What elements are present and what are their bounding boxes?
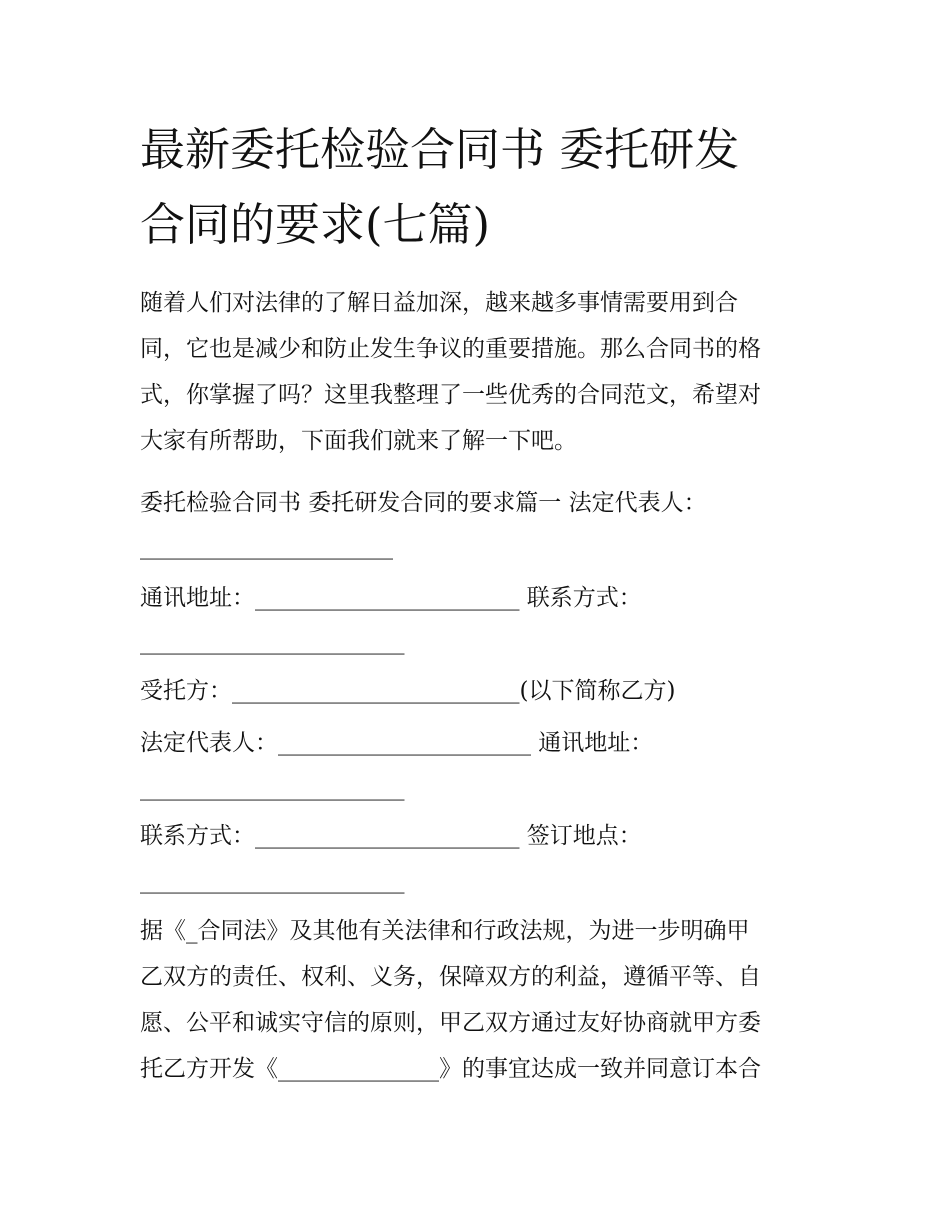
body-line-3: 愿、公平和诚实守信的原则，甲乙双方通过友好协商就甲方委 [140,1010,761,1036]
title-line-1: 最新委托检验合同书 委托研发 [140,123,740,176]
intro-paragraph [140,280,815,464]
trustee-legal-rep-line: 法定代表人：______________________ 通讯地址： [140,730,654,756]
trustee-line: 受托方：_________________________(以下简称乙方) [140,678,676,704]
trustee-address-blank: _______________________ [140,775,405,801]
intro-line-4: 大家有所帮助，下面我们就来了解一下吧。 [140,428,577,454]
address-contact-line: 通讯地址：_______________________ 联系方式： [140,585,642,611]
signing-place-blank: _______________________ [140,868,405,894]
intro-line-3: 式，你掌握了吗？这里我整理了一些优秀的合同范文，希望对 [140,382,761,408]
body-paragraph [140,908,820,1092]
section-heading-legal-rep: 委托检验合同书 委托研发合同的要求篇一 法定代表人： [140,490,707,516]
contact-blank: _______________________ [140,629,405,655]
intro-line-1: 随着人们对法律的了解日益加深，越来越多事情需要用到合 [140,290,738,316]
intro-line-2: 同，它也是减少和防止发生争议的重要措施。那么合同书的格 [140,336,761,362]
legal-rep-blank: ______________________ [140,534,393,560]
body-line-4: 托乙方开发《______________》的事宜达成一致并同意订本合 [140,1056,761,1082]
title-line-2: 合同的要求(七篇) [140,198,491,251]
body-line-1: 据《_合同法》及其他有关法律和行政法规，为进一步明确甲 [140,918,750,944]
document-title [140,112,830,262]
contact-signing-place-line: 联系方式：_______________________ 签订地点： [140,823,642,849]
body-line-2: 乙双方的责任、权利、义务，保障双方的利益，遵循平等、自 [140,964,761,990]
